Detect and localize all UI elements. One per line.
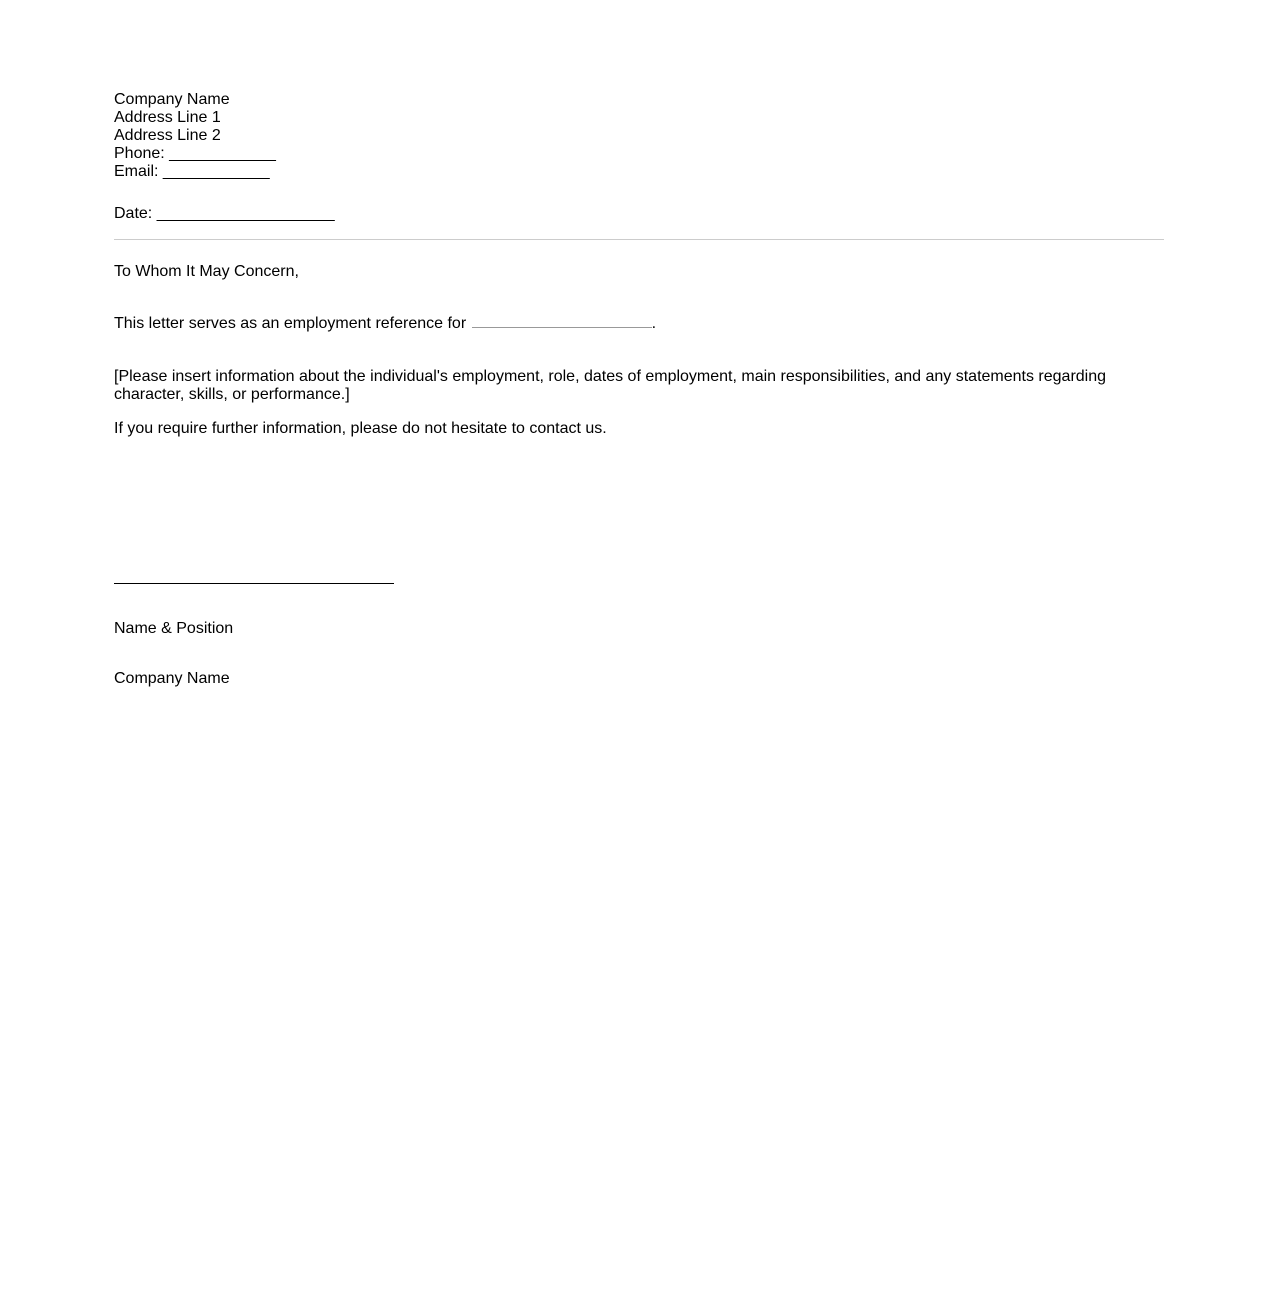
date-field: Date: ____________________ [114,205,335,222]
salutation: To Whom It May Concern, [114,263,299,280]
reference-letter [114,91,1164,688]
email-field: Email: ____________ [114,163,270,180]
phone-field: Phone: ____________ [114,145,276,162]
address-line-2: Address Line 2 [114,127,221,144]
header-divider [114,239,1164,240]
reference-prefix: This letter serves as an employment reference for [114,315,471,332]
reference-suffix: . [651,315,657,332]
signatory-company: Company Name [114,670,230,687]
reference-sentence [114,313,1164,333]
signature-line [114,583,394,584]
closing-paragraph: If you require further information, please do not hesitate to contact us. [114,420,607,437]
employee-name-blank [472,313,652,328]
letterhead [114,91,1164,181]
company-name: Company Name [114,91,230,108]
signatory-name-position: Name & Position [114,620,234,637]
address-line-1: Address Line 1 [114,109,221,126]
body-placeholder: [Please insert information about the individual's employment, role, dates of employment, main responsibilities, and any statements regarding character, skills, or performance.] [114,368,1107,403]
